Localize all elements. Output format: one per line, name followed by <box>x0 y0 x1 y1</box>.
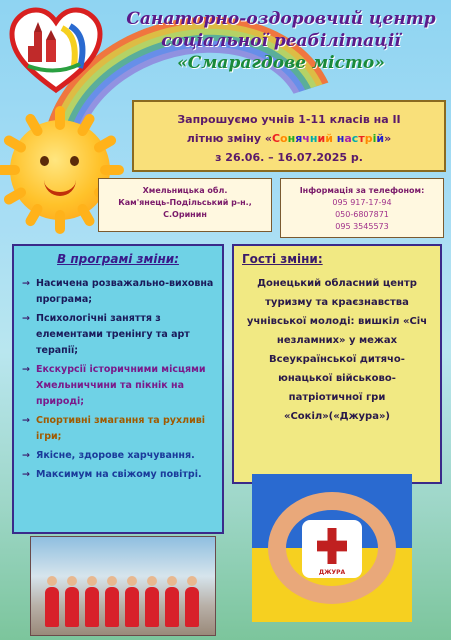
program-list <box>22 276 214 483</box>
title-line-2: соціальної реабілітації <box>161 31 401 51</box>
program-box <box>12 244 224 534</box>
shift-name-letter: і <box>372 132 377 145</box>
invitation-box <box>132 100 446 172</box>
emblem-label: ДЖУРА <box>318 569 346 576</box>
invite-line-2-prefix: літню зміну « <box>186 132 272 145</box>
heart-logo <box>8 6 104 94</box>
center-title <box>116 8 446 74</box>
shift-name-letter: й <box>325 132 333 145</box>
shift-name-letter: я <box>295 132 303 145</box>
shift-name <box>272 132 384 145</box>
program-item <box>22 413 214 445</box>
shift-name-letter: а <box>344 132 352 145</box>
program-item-text: Якісне, здорове харчування. <box>36 450 195 461</box>
photo-person <box>125 587 139 627</box>
shift-name-letter: С <box>271 132 281 145</box>
program-item <box>22 276 214 308</box>
photo-person <box>85 587 99 627</box>
group-photo <box>30 536 216 636</box>
photo-person <box>145 587 159 627</box>
shift-name-letter: н <box>336 132 345 145</box>
guests-heading: Гості зміни: <box>242 252 323 266</box>
program-item-text: Екскурсії історичними місцями Хмельниччини та пікнік на природі; <box>36 364 206 407</box>
program-item-text: Максимум на свіжому повітрі. <box>36 469 202 480</box>
photo-person <box>165 587 179 627</box>
arrow-right-icon: → <box>22 450 30 461</box>
hands-emblem-image <box>252 474 412 622</box>
sun-illustration <box>10 120 110 220</box>
sun-ray <box>55 106 65 130</box>
shift-name-letter: ч <box>302 132 310 145</box>
photo-person <box>65 587 79 627</box>
invite-line-1: Запрошуємо учнів 1-11 класів на II <box>177 113 401 126</box>
arrow-right-icon: → <box>22 313 30 324</box>
program-item <box>22 467 214 483</box>
phone-3: 095 3545573 <box>335 222 389 231</box>
program-item-text: Психологічні заняття з елементами тренінгу та арт терапії; <box>36 313 190 356</box>
guests-box <box>232 244 442 484</box>
shift-name-letter: р <box>364 132 373 145</box>
program-item <box>22 311 214 359</box>
shift-name-letter: й <box>376 132 385 145</box>
address-line-2: Кам'янець-Подільський р-н., <box>118 198 252 207</box>
sun-ray <box>100 165 124 175</box>
photo-person <box>185 587 199 627</box>
contacts-heading: Інформація за телефоном: <box>299 186 425 195</box>
program-item <box>22 362 214 410</box>
photo-person <box>45 587 59 627</box>
title-line-3: «Смарагдове місто» <box>177 53 385 73</box>
arrow-right-icon: → <box>22 278 30 289</box>
contacts-box <box>280 178 444 238</box>
sun-ray <box>55 210 65 234</box>
photo-person <box>105 587 119 627</box>
invite-line-2 <box>134 129 444 148</box>
shift-name-letter: н <box>287 132 296 145</box>
shift-name-letter: т <box>358 132 365 145</box>
address-line-3: С.Оринин <box>163 210 207 219</box>
shift-name-letter: с <box>351 132 359 145</box>
cross-icon <box>317 528 347 564</box>
sun-eye-left <box>40 156 49 166</box>
address-line-1: Хмельницька обл. <box>142 186 228 195</box>
program-heading: В програмі зміни: <box>57 252 179 266</box>
program-item-text: Насичена розважально-виховна програма; <box>36 278 214 305</box>
phone-2: 050-6807871 <box>335 210 389 219</box>
shift-name-letter: н <box>309 132 318 145</box>
title-line-1: Санаторно-оздоровчий центр <box>126 9 436 29</box>
sun-ray <box>0 165 20 175</box>
sun-mouth <box>44 176 76 196</box>
sun-eye-right <box>70 156 79 166</box>
shift-name-letter: и <box>317 132 326 145</box>
dzhura-emblem <box>302 520 362 578</box>
program-item <box>22 448 214 464</box>
phone-1: 095 917-17-94 <box>332 198 392 207</box>
arrow-right-icon: → <box>22 415 30 426</box>
arrow-right-icon: → <box>22 364 30 375</box>
invite-dates: з 26.06. – 16.07.2025 р. <box>215 151 363 164</box>
shift-name-letter: о <box>280 132 288 145</box>
address-box <box>98 178 272 232</box>
guests-body: Донецький обласний центр туризму та краєзнавства учнівської молоді: вишкіл «Січ незламних» у межах Всеукраїнської дитячо-юнацької військово-патріотичної гри «Сокіл»(«Джура») <box>246 278 428 422</box>
invite-line-2-suffix: » <box>384 132 392 145</box>
arrow-right-icon: → <box>22 469 30 480</box>
program-item-text: Спортивні змагання та рухливі ігри; <box>36 415 205 442</box>
